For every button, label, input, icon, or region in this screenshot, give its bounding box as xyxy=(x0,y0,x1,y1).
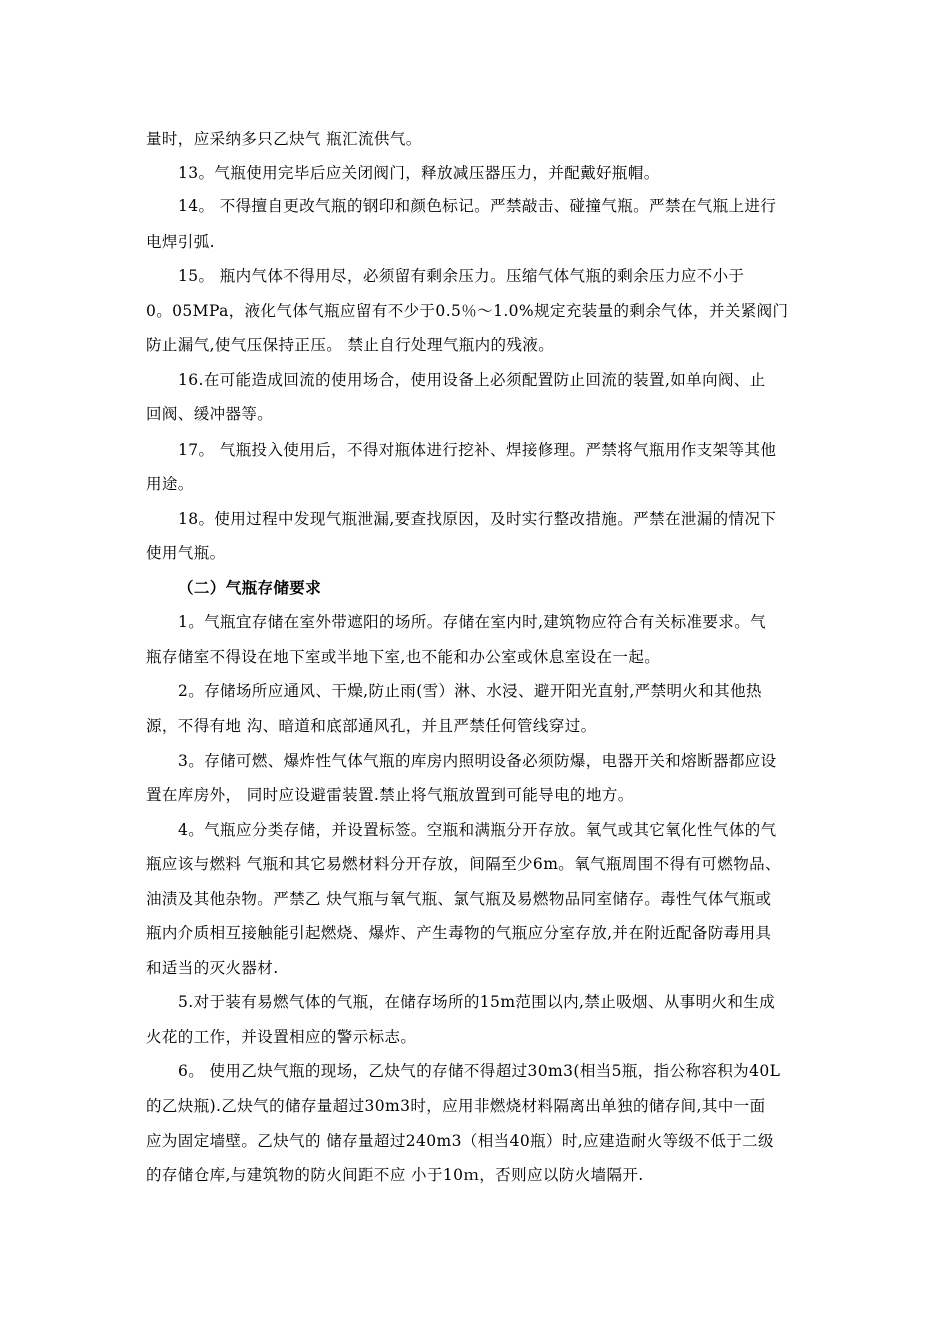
text-line-6: 0。05MPa，液化气体气瓶应留有不少于0.5％～1.0%规定充装量的剩余气体，并关紧阀门 xyxy=(146,302,789,320)
text-line-1: 量时，应采纳多只乙炔气 瓶汇流供气。 xyxy=(146,130,422,148)
text-line-24: 瓶内介质相互接触能引起燃烧、爆炸、产生毒物的气瓶应分室存放,并在附近配备防毒用具 xyxy=(146,924,772,942)
text-line-27: 火花的工作，并设置相应的警示标志。 xyxy=(146,1028,417,1046)
text-line-19: 3。存储可燃、爆炸性气体气瓶的库房内照明设备必须防爆，电器开关和熔断器都应设 xyxy=(178,752,777,770)
text-line-3: 14。 不得擅自更改气瓶的钢印和颜色标记。严禁敲击、碰撞气瓶。严禁在气瓶上进行 xyxy=(178,197,777,215)
text-line-11: 用途。 xyxy=(146,475,194,493)
text-line-23: 油渍及其他杂物。严禁乙 炔气瓶与氧气瓶、氯气瓶及易燃物品同室储存。毒性气体气瓶或 xyxy=(146,890,772,908)
text-line-2: 13。气瓶使用完毕后应关闭阀门，释放减压器压力，并配戴好瓶帽。 xyxy=(178,164,660,182)
text-line-7: 防止漏气,使气压保持正压。 禁止自行处理气瓶内的残液。 xyxy=(146,336,555,354)
text-line-22: 瓶应该与燃料 气瓶和其它易燃材料分开存放，间隔至少6m。氧气瓶周围不得有可燃物品、 xyxy=(146,855,781,873)
text-line-31: 的存储仓库,与建筑物的防火间距不应 小于10ｍ，否则应以防火墙隔开. xyxy=(146,1166,644,1184)
text-line-15: 1。气瓶宜存储在室外带遮阳的场所。存储在室内时,建筑物应符合有关标准要求。气 xyxy=(178,613,766,631)
text-line-5: 15。 瓶内气体不得用尽，必须留有剩余压力。压缩气体气瓶的剩余压力应不小于 xyxy=(178,267,745,285)
text-line-20: 置在库房外， 同时应设避雷装置.禁止将气瓶放置到可能导电的地方。 xyxy=(146,786,634,804)
text-line-28: 6。 使用乙炔气瓶的现场，乙炔气的存储不得超过30m3(相当5瓶，指公称容积为40L xyxy=(178,1062,781,1080)
text-line-30: 应为固定墙壁。乙炔气的 储存量超过240m3（相当40瓶）时,应建造耐火等级不低于二级 xyxy=(146,1132,774,1150)
text-line-21: 4。气瓶应分类存储，并设置标签。空瓶和满瓶分开存放。氧气或其它氧化性气体的气 xyxy=(178,821,777,839)
text-line-26: 5.对于装有易燃气体的气瓶，在储存场所的15m范围以内,禁止吸烟、从事明火和生成 xyxy=(178,993,776,1011)
text-line-13: 使用气瓶。 xyxy=(146,544,226,562)
text-line-12: 18。使用过程中发现气瓶泄漏,要查找原因，及时实行整改措施。严禁在泄漏的情况下 xyxy=(178,510,777,528)
text-line-16: 瓶存储室不得设在地下室或半地下室,也不能和办公室或休息室设在一起。 xyxy=(146,648,661,666)
section-heading: （二）气瓶存储要求 xyxy=(178,578,322,597)
text-line-4: 电焊引弧. xyxy=(146,233,215,251)
text-line-10: 17。 气瓶投入使用后，不得对瓶体进行挖补、焊接修理。严禁将气瓶用作支架等其他 xyxy=(178,441,777,459)
text-line-29: 的乙炔瓶).乙炔气的储存量超过30m3时，应用非燃烧材料隔离出单独的储存间,其中一面 xyxy=(146,1097,766,1115)
text-line-25: 和适当的灭火器材. xyxy=(146,959,279,977)
text-line-8: 16.在可能造成回流的使用场合，使用设备上必须配置防止回流的装置,如单向阀、止 xyxy=(178,371,766,389)
text-line-17: 2。存储场所应通风、干燥,防止雨(雪）淋、水浸、避开阳光直射,严禁明火和其他热 xyxy=(178,682,762,700)
text-line-18: 源，不得有地 沟、暗道和底部通风孔，并且严禁任何管线穿过。 xyxy=(146,717,597,735)
text-line-9: 回阀、缓冲器等。 xyxy=(146,405,274,423)
